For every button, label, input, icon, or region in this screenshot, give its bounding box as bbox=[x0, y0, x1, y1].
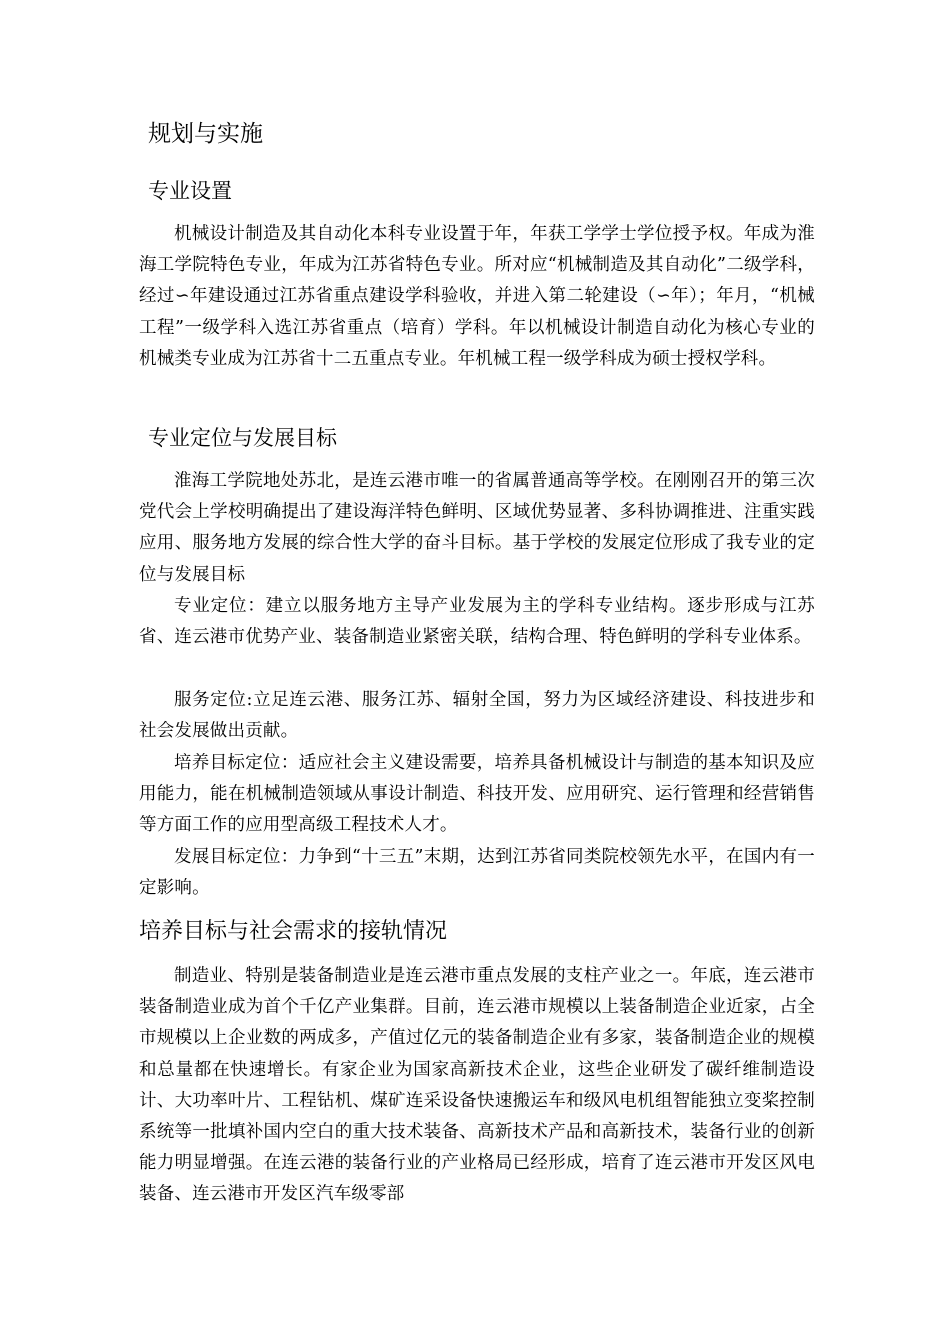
paragraph-major-positioning: 专业定位：建立以服务地方主导产业发展为主的学科专业结构。逐步形成与江苏省、连云港市优势产业、装备制造业紧密关联，结构合理、特色鲜明的学科专业体系。 bbox=[139, 596, 815, 648]
paragraph-school-overview: 淮海工学院地处苏北，是连云港市唯一的省属普通高等学校。在刚刚召开的第三次党代会上学校明确提出了建设海洋特色鲜明、区域优势显著、多科协调推进、注重实践应用、服务地方发展的综合性大学的奋斗目标。基于学校的发展定位形成了我专业的定位与发展目标 bbox=[139, 471, 815, 585]
section-title: 规划与实施 bbox=[148, 121, 263, 147]
heading-major-setup: 专业设置 bbox=[148, 179, 232, 203]
paragraph-service-positioning: 服务定位:立足连云港、服务江苏、辐射全国，努力为区域经济建设、科技进步和社会发展做出贡献。 bbox=[139, 690, 815, 742]
paragraph-development-goal: 发展目标定位：力争到“十三五”末期，达到江苏省同类院校领先水平，在国内有一定影响。 bbox=[139, 847, 815, 899]
heading-social-demand: 培养目标与社会需求的接轨情况 bbox=[139, 919, 448, 944]
paragraph-training-goal: 培养目标定位：适应社会主义建设需要，培养具备机械设计与制造的基本知识及应用能力，能在机械制造领域从事设计制造、科技开发、应用研究、运行管理和经营销售等方面工作的应用型高级工程技术人才。 bbox=[139, 753, 815, 836]
heading-positioning: 专业定位与发展目标 bbox=[148, 426, 337, 450]
paragraph-major-setup: 机械设计制造及其自动化本科专业设置于年，年获工学学士学位授予权。年成为淮海工学院特色专业，年成为江苏省特色专业。所对应“机械制造及其自动化”二级学科，经过∽年建设通过江苏省重点建设学科验收，并进入第二轮建设（∽年）；年月，“机械工程”一级学科入选江苏省重点（培育）学科。年以机械设计制造自动化为核心专业的机械类专业成为江苏省十二五重点专业。年机械工程一级学科成为硕士授权学科。 bbox=[139, 224, 815, 369]
paragraph-social-demand: 制造业、特别是装备制造业是连云港市重点发展的支柱产业之一。年底，连云港市装备制造业成为首个千亿产业集群。目前，连云港市规模以上装备制造企业近家，占全市规模以上企业数的两成多，产值过亿元的装备制造企业有多家，装备制造企业的规模和总量都在快速增长。有家企业为国家高新技术企业，这些企业研发了碳纤维制造设计、大功率叶片、工程钻机、煤矿连采设备快速搬运车和级风电机组智能独立变桨控制系统等一批填补国内空白的重大技术装备、高新技术产品和高新技术，装备行业的创新能力明显增强。在连云港的装备行业的产业格局已经形成，培育了连云港市开发区风电装备、连云港市开发区汽车级零部 bbox=[139, 966, 815, 1205]
